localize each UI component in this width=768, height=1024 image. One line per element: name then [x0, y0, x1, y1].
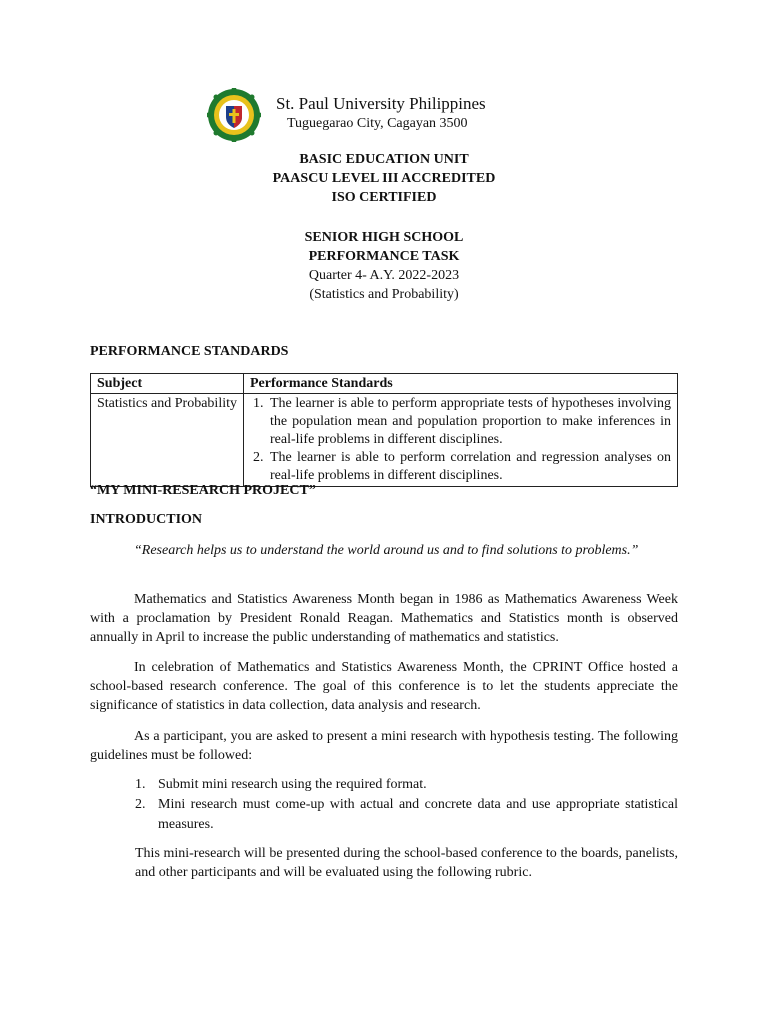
subject-cell: Statistics and Probability	[91, 394, 244, 487]
table-row	[91, 394, 678, 487]
university-name: St. Paul University Philippines	[276, 94, 486, 113]
col-standards-header: Performance Standards	[244, 374, 678, 394]
intro-paragraph-2: In celebration of Mathematics and Statistics Awareness Month, the CPRINT Office hosted a school-based research conference. The goal of this conference is to let the students appreciate the significance of statistics in data collection, data analysis and research.	[90, 660, 678, 713]
university-address: Tuguegarao City, Cagayan 3500	[287, 116, 468, 131]
letterhead	[207, 88, 607, 148]
task-line-2: PERFORMANCE TASK	[308, 249, 460, 264]
unit-line-2: PAASCU LEVEL III ACCREDITED	[272, 171, 496, 186]
standards-cell	[244, 394, 678, 487]
unit-block	[90, 150, 678, 207]
standards-list	[250, 395, 671, 485]
list-item-number: 2.	[135, 797, 146, 812]
list-item-text: The learner is able to perform appropriate tests of hypotheses involving the population mean and population proportion to make inferences in real-life problems in different disciplines.	[270, 396, 671, 447]
intro-heading: INTRODUCTION	[90, 512, 203, 527]
list-item	[135, 775, 678, 795]
intro-quote: “Research helps us to understand the world around us and to find solutions to problems.”	[134, 543, 639, 558]
unit-line-1: BASIC EDUCATION UNIT	[299, 152, 469, 167]
task-block	[90, 228, 678, 304]
table-header-row	[91, 374, 678, 394]
task-subject: (Statistics and Probability)	[309, 287, 459, 302]
task-line-1: SENIOR HIGH SCHOOL	[304, 230, 464, 245]
intro-paragraph-3: As a participant, you are asked to present a mini research with hypothesis testing. The following guidelines must be followed:	[90, 729, 678, 763]
intro-paragraph-4: This mini-research will be presented during the school-based conference to the boards, panelists, and other participants and will be evaluated using the following rubric.	[135, 846, 678, 880]
list-item-text: Submit mini research using the required format.	[158, 777, 427, 792]
list-item	[250, 449, 671, 485]
list-item-text: The learner is able to perform correlation and regression analyses on real-life problems in different disciplines.	[270, 450, 671, 483]
unit-line-3: ISO CERTIFIED	[331, 190, 437, 205]
standards-table	[90, 373, 678, 487]
list-item-text: Mini research must come-up with actual and concrete data and use appropriate statistical measures.	[158, 797, 678, 832]
intro-paragraph-1: Mathematics and Statistics Awareness Month began in 1986 as Mathematics Awareness Week with a proclamation by President Ronald Reagan. Mathematics and Statistics month is observed annually in April to increase the public understanding of mathematics and statistics.	[90, 592, 678, 645]
list-item	[135, 795, 678, 835]
list-item-number: 1.	[253, 396, 264, 411]
project-title: “MY MINI-RESEARCH PROJECT”	[90, 483, 316, 498]
university-seal-icon	[207, 88, 261, 142]
list-item-number: 1.	[135, 777, 146, 792]
standards-heading: PERFORMANCE STANDARDS	[90, 344, 289, 359]
list-item	[250, 395, 671, 449]
task-quarter: Quarter 4- A.Y. 2022-2023	[308, 268, 460, 283]
list-item-number: 2.	[253, 450, 264, 465]
guidelines-list	[135, 775, 678, 835]
col-subject-header: Subject	[91, 374, 244, 394]
